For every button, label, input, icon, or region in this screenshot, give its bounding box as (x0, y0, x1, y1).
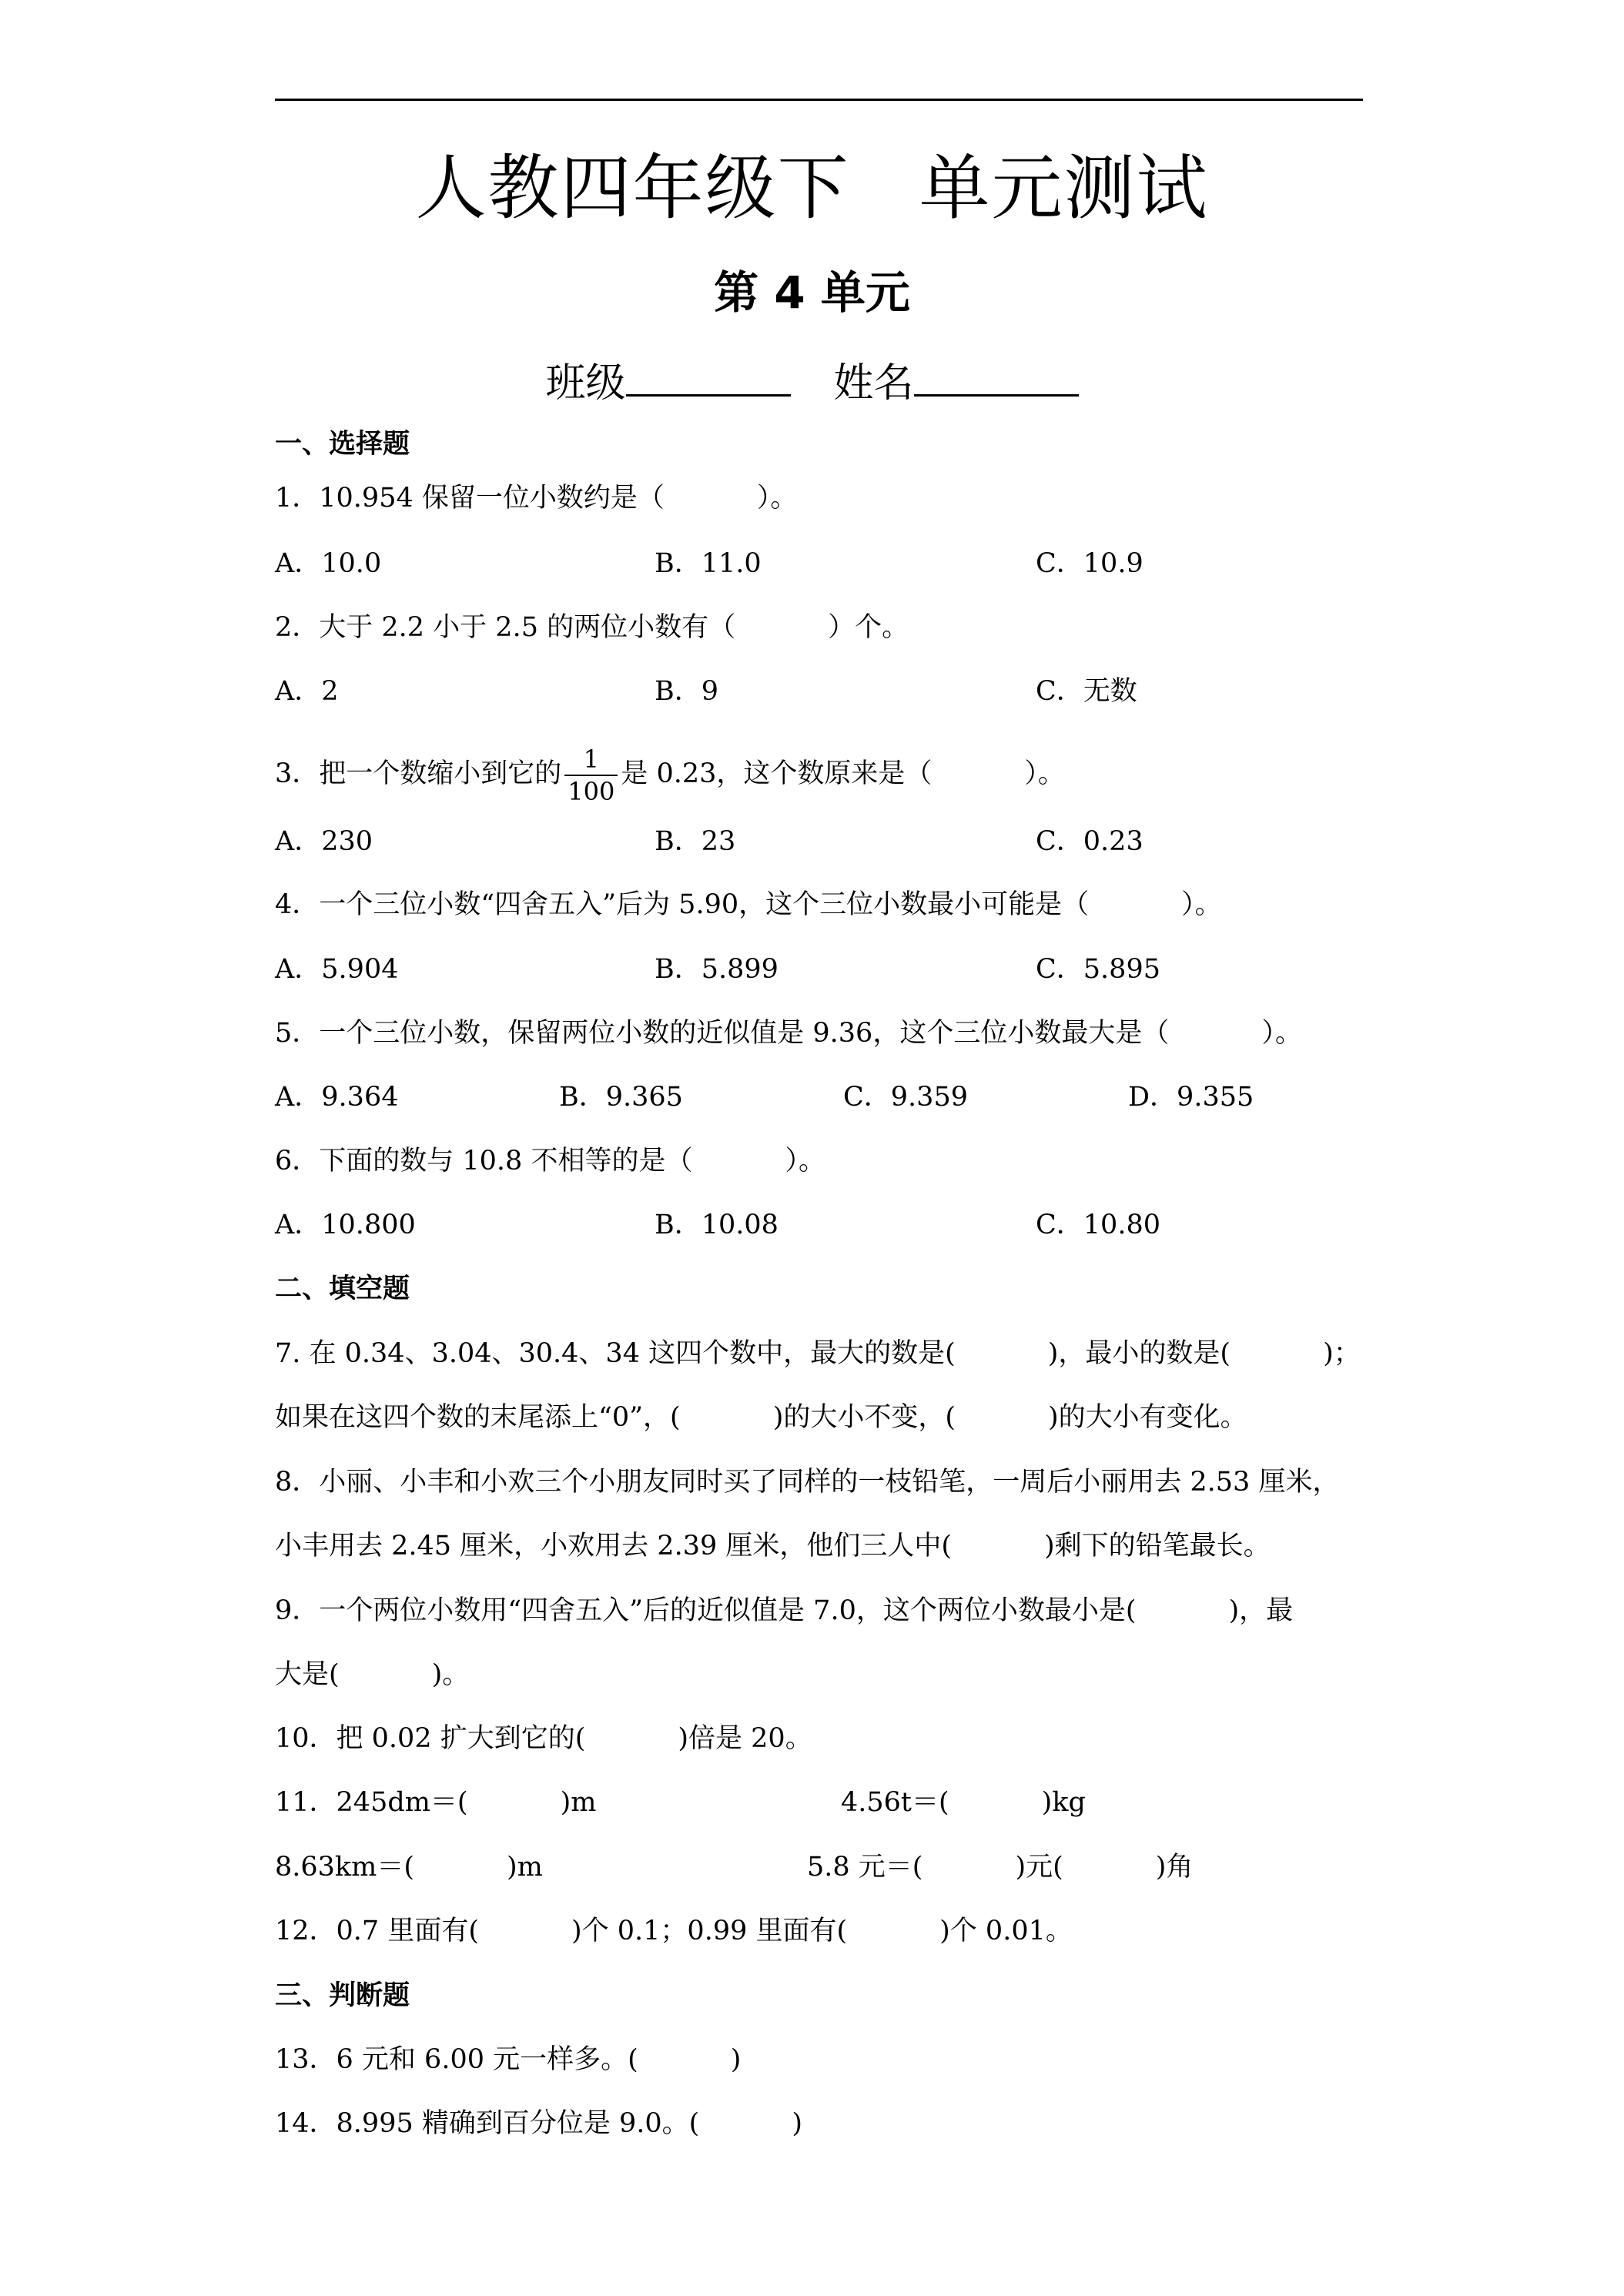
q6-option-b[interactable]: B．10.08 (655, 1210, 779, 1240)
q2-stem-end: ）个。 (828, 612, 909, 643)
name-blank[interactable] (914, 354, 1079, 397)
q3-option-b[interactable]: B．23 (655, 826, 736, 857)
q14-text: 14．8.995 精确到百分位是 9.0。( (275, 2108, 700, 2139)
q13-text: ) (730, 2044, 742, 2075)
q12-text: )个 0.01。 (939, 1916, 1073, 1946)
question-7-line-1 (275, 1334, 1361, 1373)
q5-option-d[interactable]: D．9.355 (1128, 1082, 1254, 1113)
question-11-part-2 (841, 1783, 1086, 1822)
q3-option-c[interactable]: C．0.23 (1036, 826, 1143, 857)
q4-stem-end: ）。 (1181, 889, 1222, 920)
question-12 (275, 1912, 1073, 1950)
q14-text: ) (792, 2108, 802, 2139)
q2-option-a[interactable]: A．2 (275, 676, 339, 707)
q11-text: )角 (1155, 1852, 1194, 1883)
q11-text: 11．245dm＝( (275, 1787, 468, 1818)
question-2 (275, 608, 909, 647)
header-rule (275, 99, 1363, 101)
q2-option-b[interactable]: B．9 (655, 676, 718, 707)
q5-option-a[interactable]: A．9.364 (275, 1082, 399, 1113)
question-11-part-1 (275, 1783, 596, 1822)
q7-text: )的大小有变化。 (1048, 1402, 1247, 1433)
q9-text: 大是( (275, 1659, 340, 1690)
q7-text: 如果在这四个数的末尾添上“0”，( (275, 1402, 681, 1433)
q9-text: 9．一个两位小数用“四舍五入”后的近似值是 7.0，这个两位小数最小是( (275, 1595, 1137, 1626)
q11-text: 5.8 元＝( (807, 1852, 923, 1883)
title-left: 人教四年级下 (415, 147, 850, 229)
q11-text: 4.56t＝( (841, 1787, 949, 1818)
name-label: 姓名 (833, 360, 914, 407)
q4-option-a[interactable]: A．5.904 (275, 954, 399, 985)
q6-option-a[interactable]: A．10.800 (275, 1210, 416, 1240)
question-14 (275, 2104, 802, 2143)
question-4 (275, 885, 1222, 924)
q7-text: )，最小的数是( (1047, 1338, 1231, 1369)
q1-option-a[interactable]: A．10.0 (275, 548, 382, 579)
q6-stem: 6．下面的数与 10.8 不相等的是（ (275, 1146, 693, 1176)
q5-option-b[interactable]: B．9.365 (559, 1082, 683, 1113)
question-11-part-3 (275, 1848, 543, 1886)
q2-stem: 2．大于 2.2 小于 2.5 的两位小数有（ (275, 612, 736, 643)
q11-text: )kg (1041, 1787, 1086, 1818)
q11-text: )元( (1015, 1852, 1063, 1883)
question-10 (275, 1719, 812, 1758)
question-8-line-2 (275, 1527, 1271, 1565)
question-7-line-2 (275, 1398, 1247, 1437)
question-1 (275, 479, 797, 517)
q5-stem-end: ）。 (1261, 1018, 1302, 1049)
question-13 (275, 2040, 741, 2079)
q10-text: 10．把 0.02 扩大到它的( (275, 1723, 586, 1754)
section-heading-judge: 三、判断题 (275, 1980, 410, 2011)
q5-stem: 5．一个三位小数，保留两位小数的近似值是 9.36，这个三位小数最大是（ (275, 1018, 1170, 1049)
section-heading-choice: 一、选择题 (275, 429, 410, 460)
q13-text: 13．6 元和 6.00 元一样多。( (275, 2044, 638, 2075)
class-blank[interactable] (626, 354, 791, 397)
q9-text: )。 (431, 1659, 470, 1690)
section-heading-fill: 二、填空题 (275, 1274, 410, 1304)
question-5 (275, 1014, 1302, 1053)
q9-text: )，最 (1228, 1595, 1294, 1626)
q3-option-a[interactable]: A．230 (275, 826, 373, 857)
q2-option-c[interactable]: C．无数 (1036, 676, 1137, 707)
q11-text: 8.63km＝( (275, 1852, 414, 1883)
q5-option-c[interactable]: C．9.359 (843, 1082, 968, 1113)
q8-text: 小丰用去 2.45 厘米，小欢用去 2.39 厘米，他们三人中( (275, 1531, 953, 1561)
question-8-line-1: 8．小丽、小丰和小欢三个小朋友同时买了同样的一枝铅笔，一周后小丽用去 2.53 厘米， (275, 1467, 1340, 1498)
question-3 (275, 739, 1065, 808)
question-6 (275, 1142, 825, 1180)
q8-text: )剩下的铅笔最长。 (1044, 1531, 1271, 1561)
question-9-line-1 (275, 1591, 1293, 1630)
student-info-row (0, 354, 1624, 410)
question-11-part-4 (807, 1848, 1193, 1886)
q1-option-b[interactable]: B．11.0 (655, 548, 762, 579)
title-right: 单元测试 (919, 147, 1209, 229)
q3-stem-mid: 是 0.23，这个数原来是（ (621, 758, 933, 789)
q1-stem: 1．10.954 保留一位小数约是（ (275, 483, 665, 514)
unit-subtitle: 第 4 单元 (714, 266, 910, 319)
question-9-line-2 (275, 1655, 469, 1694)
fraction-denominator: 100 (568, 776, 615, 806)
q12-text: )个 0.1；0.99 里面有( (571, 1916, 848, 1946)
q10-text: )倍是 20。 (678, 1723, 812, 1754)
q4-stem: 4．一个三位小数“四舍五入”后为 5.90，这个三位小数最小可能是（ (275, 889, 1090, 920)
q1-option-c[interactable]: C．10.9 (1036, 548, 1143, 579)
page-title (0, 142, 1624, 235)
q4-option-b[interactable]: B．5.899 (655, 954, 779, 985)
q6-option-c[interactable]: C．10.80 (1036, 1210, 1160, 1240)
fraction (564, 744, 618, 807)
q11-text: )m (506, 1852, 543, 1883)
q7-text: )的大小不变，( (772, 1402, 956, 1433)
fraction-numerator: 1 (564, 744, 618, 776)
q7-text: 7. 在 0.34、3.04、30.4、34 这四个数中，最大的数是( (275, 1338, 956, 1369)
q11-text: )m (560, 1787, 597, 1818)
q7-text: )； (1323, 1338, 1361, 1369)
q6-stem-end: ）。 (785, 1146, 825, 1176)
class-label: 班级 (545, 360, 626, 407)
q12-text: 12．0.7 里面有( (275, 1916, 479, 1946)
q4-option-c[interactable]: C．5.895 (1036, 954, 1160, 985)
q1-stem-end: ）。 (756, 483, 798, 514)
q3-stem-end: ）。 (1024, 758, 1065, 789)
q3-stem: 3．把一个数缩小到它的 (275, 758, 562, 789)
